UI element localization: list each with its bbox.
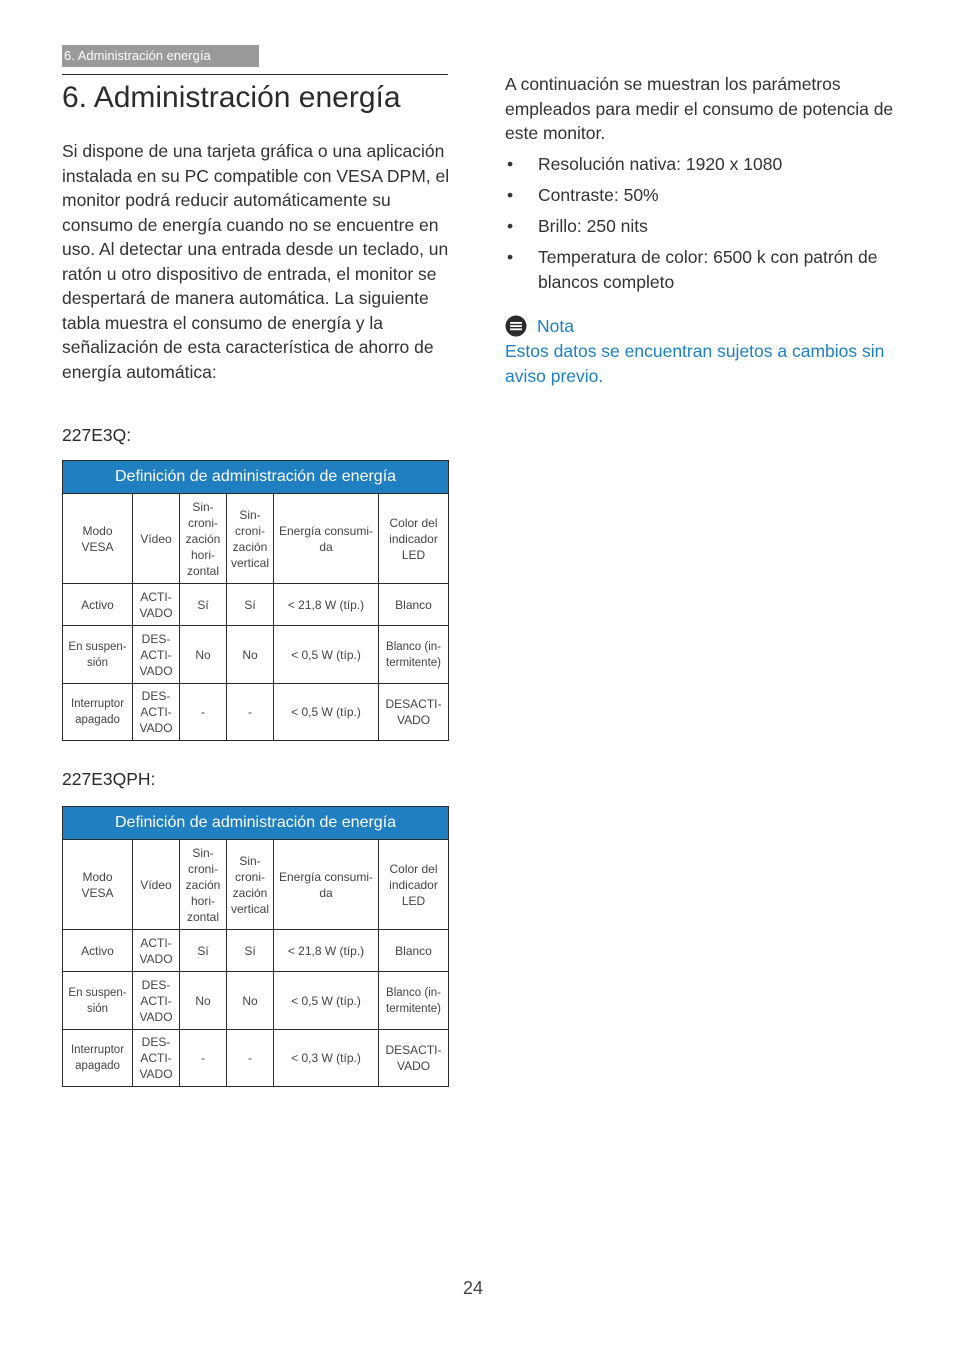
note-label: Nota: [537, 315, 574, 336]
parameters-intro: A continuación se muestran los parámetros empleados para medir el consumo de potencia de este monitor.: [505, 74, 894, 143]
table-cell: DES-ACTI-VADO: [133, 1030, 180, 1087]
table-cell: En suspen-sión: [63, 626, 133, 684]
table-cell: No: [227, 972, 274, 1030]
table-cell: Sí: [227, 930, 274, 972]
list-item: [505, 245, 895, 294]
page-title: 6. Administración energía: [62, 81, 401, 114]
table-cell: Interruptor apagado: [63, 1030, 133, 1087]
table-cell: -: [227, 1030, 274, 1087]
table-cell: Sí: [180, 584, 227, 626]
table-cell: < 21,8 W (típ.): [274, 584, 379, 626]
table-cell: Interruptor apagado: [63, 684, 133, 741]
note-icon: [505, 315, 527, 337]
table-header-row: [63, 494, 449, 584]
table-cell: No: [180, 626, 227, 684]
table-row: [63, 972, 449, 1030]
model-label-227e3q: 227E3Q:: [62, 425, 132, 445]
header-cell: Energía consumi-da: [274, 840, 379, 930]
header-cell: Sin-croni-zación vertical: [227, 840, 274, 930]
table-cell: < 0,3 W (típ.): [274, 1030, 379, 1087]
table-cell: < 21,8 W (típ.): [274, 930, 379, 972]
table-cell: Blanco: [379, 930, 449, 972]
table-cell: No: [180, 972, 227, 1030]
table-cell: Sí: [180, 930, 227, 972]
table-cell: Blanco: [379, 584, 449, 626]
note-heading: [505, 313, 574, 339]
table-cell: DESACTI-VADO: [379, 684, 449, 741]
table-cell: En suspen-sión: [63, 972, 133, 1030]
header-cell: Color del indicador LED: [379, 840, 449, 930]
list-item-text: Resolución nativa: 1920 x 1080: [538, 154, 783, 174]
list-item: [505, 152, 895, 177]
list-item-text: Temperatura de color: 6500 k con patrón de blancos completo: [538, 247, 878, 292]
table-cell: DESACTI-VADO: [379, 1030, 449, 1087]
note-text: Estos datos se encuentran sujetos a cambios sin aviso previo.: [505, 341, 885, 386]
page-number: 24: [463, 1278, 484, 1298]
table-cell: ACTI-VADO: [133, 930, 180, 972]
table-cell: < 0,5 W (típ.): [274, 972, 379, 1030]
header-cell: Sin-croni-zación hori-zontal: [180, 494, 227, 584]
bullet: •: [507, 216, 514, 236]
intro-paragraph: Si dispone de una tarjeta gráfica o una aplicación instalada en su PC compatible con VESA DPM, el monitor podrá reducir automáticamente su consumo de energía cuando no se encuentre en uso. Al detectar una entrada desde un teclado, un ratón u otro dispositivo de entrada, el monitor se despertará de manera automática. La siguiente tabla muestra el consumo de energía y la señalización de esta característica de ahorro de energía automática:: [62, 141, 450, 382]
table-cell: Blanco (in-termitente): [379, 972, 449, 1030]
table-cell: Activo: [63, 930, 133, 972]
bullet: •: [507, 185, 514, 205]
table-cell: No: [227, 626, 274, 684]
table-cell: DES-ACTI-VADO: [133, 626, 180, 684]
header-cell: Color del indicador LED: [379, 494, 449, 584]
table-cell: Blanco (in-termitente): [379, 626, 449, 684]
header-cell: Sin-croni-zación hori-zontal: [180, 840, 227, 930]
table-cell: < 0,5 W (típ.): [274, 684, 379, 741]
header-rule: [62, 74, 448, 75]
table-cell: Activo: [63, 584, 133, 626]
table-cell: -: [180, 684, 227, 741]
header-cell: Modo VESA: [63, 840, 133, 930]
model-label-227e3qph: 227E3QPH:: [62, 769, 156, 789]
list-item: [505, 183, 895, 208]
header-cell: Modo VESA: [63, 494, 133, 584]
table-header-row: [63, 840, 449, 930]
header-cell: Vídeo: [133, 494, 180, 584]
parameters-list: [505, 152, 895, 301]
table-cell: Sí: [227, 584, 274, 626]
table-caption: Definición de administración de energía: [63, 461, 449, 494]
list-item-text: Brillo: 250 nits: [538, 216, 648, 236]
table-cell: < 0,5 W (típ.): [274, 626, 379, 684]
table-row: [63, 584, 449, 626]
header-cell: Sin-croni-zación vertical: [227, 494, 274, 584]
header-cell: Vídeo: [133, 840, 180, 930]
table-cell: DES-ACTI-VADO: [133, 972, 180, 1030]
table-row: [63, 684, 449, 741]
header-cell: Energía consumi-da: [274, 494, 379, 584]
list-item: [505, 214, 895, 239]
power-table-227e3qph: [62, 806, 449, 1087]
table-row: [63, 930, 449, 972]
power-table-227e3q: [62, 460, 449, 741]
list-item-text: Contraste: 50%: [538, 185, 659, 205]
table-cell: DES-ACTI-VADO: [133, 684, 180, 741]
table-cell: -: [180, 1030, 227, 1087]
table-cell: ACTI-VADO: [133, 584, 180, 626]
bullet: •: [507, 247, 514, 267]
table-caption: Definición de administración de energía: [63, 807, 449, 840]
section-tab: 6. Administración energía: [62, 45, 259, 67]
table-cell: -: [227, 684, 274, 741]
bullet: •: [507, 154, 514, 174]
table-row: [63, 1030, 449, 1087]
table-row: [63, 626, 449, 684]
